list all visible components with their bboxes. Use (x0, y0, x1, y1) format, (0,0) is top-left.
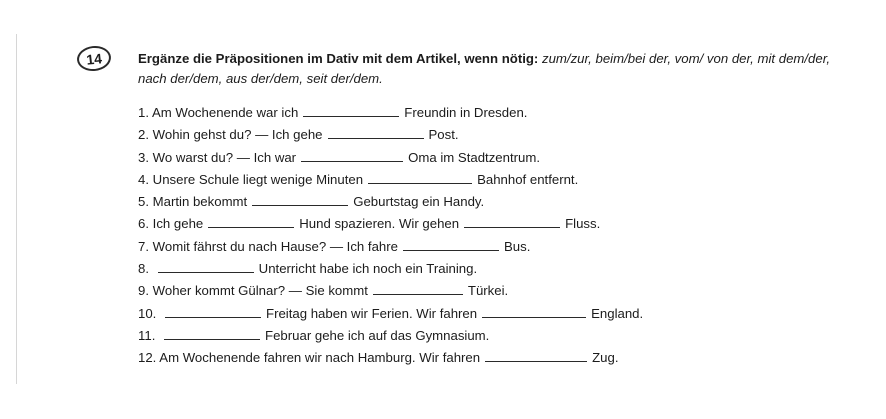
exercise-item-2 (138, 124, 643, 146)
item-text: Bahnhof entfernt. (477, 171, 579, 187)
exercise-item-9 (138, 280, 643, 302)
answer-blank[interactable] (301, 148, 403, 162)
answer-blank[interactable] (485, 348, 587, 362)
task-number-badge (76, 44, 112, 72)
item-number: 5. (138, 194, 149, 210)
item-text: Womit fährst du nach Hause? — Ich fahre (152, 238, 398, 254)
exercise-item-12 (138, 347, 643, 369)
exercise-item-3 (138, 147, 643, 169)
exercise-list (138, 102, 643, 370)
exercise-item-6 (138, 213, 643, 235)
item-text: Fluss. (565, 216, 601, 232)
answer-blank[interactable] (464, 214, 560, 228)
item-number: 12. (138, 350, 157, 366)
item-text: Februar gehe ich auf das Gymnasium. (265, 327, 490, 343)
item-number: 4. (138, 171, 149, 187)
item-number: 10. (138, 305, 157, 321)
exercise-item-4 (138, 169, 643, 191)
item-text: Martin bekommt (152, 194, 248, 210)
exercise-item-7 (138, 236, 643, 258)
item-text: Am Wochenende fahren wir nach Hamburg. Wir fahren (159, 350, 481, 366)
item-text: Freitag haben wir Ferien. Wir fahren (266, 305, 478, 321)
item-number: 8. (138, 261, 149, 277)
item-number: 3. (138, 149, 149, 165)
answer-blank[interactable] (482, 304, 586, 318)
item-text: England. (591, 305, 644, 321)
item-text: Ich gehe (152, 216, 204, 232)
answer-blank[interactable] (164, 326, 260, 340)
item-text: Woher kommt Gülnar? — Sie kommt (152, 283, 368, 299)
exercise-item-10 (138, 303, 643, 325)
answer-blank[interactable] (403, 237, 499, 251)
item-text: Post. (428, 127, 459, 143)
answer-blank[interactable] (165, 304, 261, 318)
item-text: Zug. (592, 350, 619, 366)
instruction-preposition-list: zum/zur, beim/bei der, vom/ von der, mit dem/der, nach der/dem, aus der/dem, seit der/dem. (138, 51, 831, 86)
item-text: Türkei. (467, 283, 509, 299)
item-text: Hund spazieren. Wir gehen (299, 216, 460, 232)
item-text: Bus. (503, 238, 531, 254)
exercise-item-5 (138, 191, 643, 213)
answer-blank[interactable] (368, 170, 472, 184)
exercise-item-11 (138, 325, 643, 347)
item-text: Freundin in Dresden. (404, 105, 528, 120)
answer-blank[interactable] (328, 125, 424, 139)
item-number: 6. (138, 216, 149, 232)
answer-blank[interactable] (252, 192, 348, 206)
exercise-item-1 (138, 102, 643, 124)
task-instruction (138, 49, 838, 89)
answer-blank[interactable] (373, 281, 463, 295)
answer-blank[interactable] (158, 259, 254, 273)
item-text: Am Wochenende war ich (151, 105, 299, 120)
item-number: 9. (138, 283, 149, 299)
instruction-bold-text: Ergänze die Präpositionen im Dativ mit dem Artikel, wenn nötig: (138, 51, 539, 66)
item-text: Wohin gehst du? — Ich gehe (152, 127, 323, 143)
item-text: Wo warst du? — Ich war (152, 149, 297, 165)
task-number: 14 (85, 49, 103, 68)
item-text: Oma im Stadtzentrum. (408, 149, 540, 165)
exercise-item-8 (138, 258, 643, 280)
answer-blank[interactable] (303, 103, 399, 117)
answer-blank[interactable] (208, 214, 294, 228)
item-text: Unsere Schule liegt wenige Minuten (152, 171, 364, 187)
item-text: Geburtstag ein Handy. (353, 194, 485, 210)
item-number: 1. (138, 105, 149, 120)
item-number: 2. (138, 127, 149, 143)
item-text: Unterricht habe ich noch ein Training. (258, 261, 478, 277)
item-number: 7. (138, 238, 149, 254)
item-number: 11. (138, 327, 156, 343)
page-margin-rule (16, 34, 17, 384)
